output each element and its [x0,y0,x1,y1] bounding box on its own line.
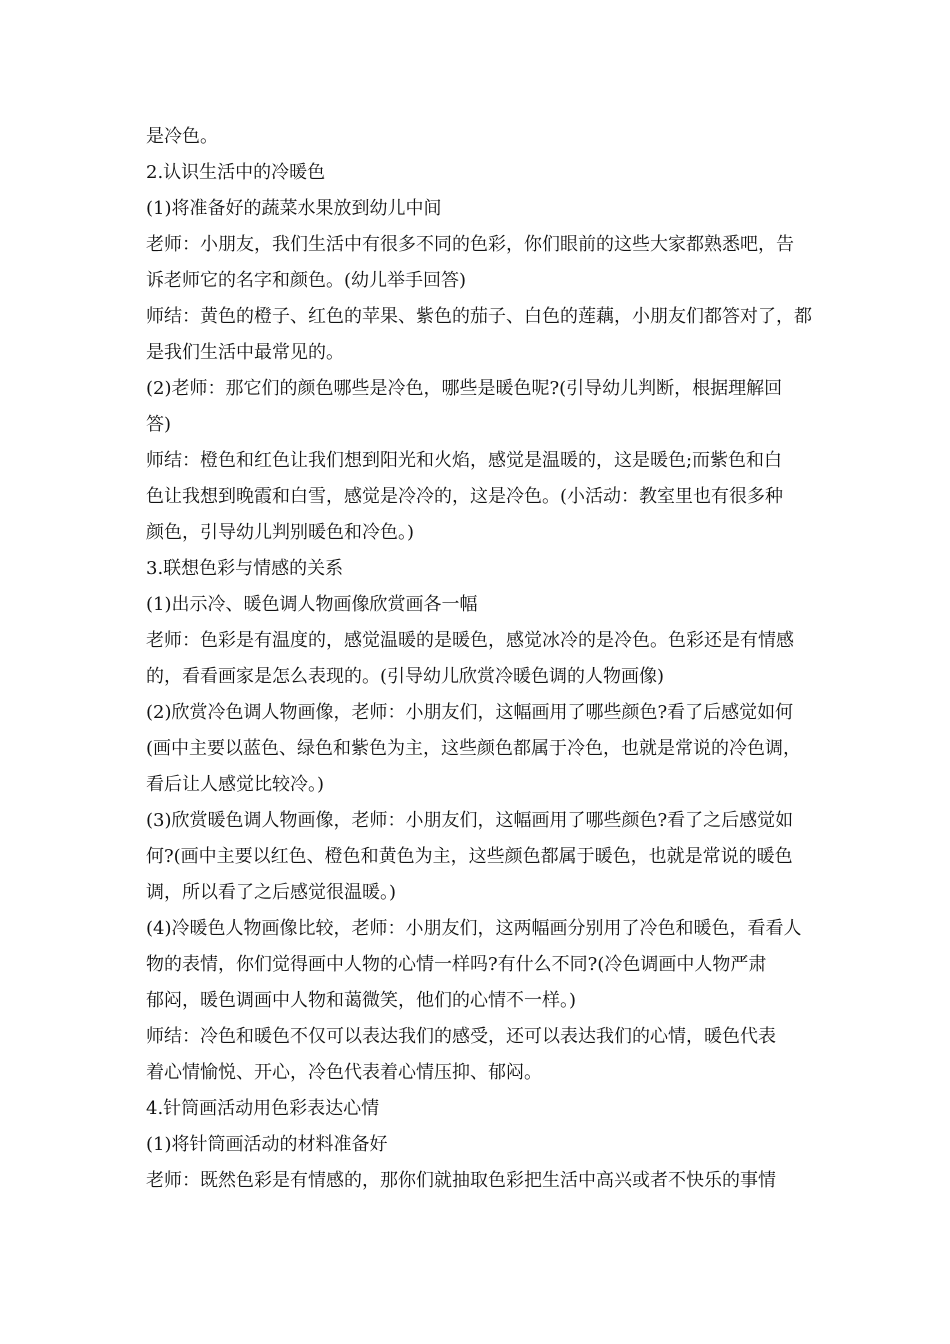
text-line: 看后让人感觉比较冷。) [146,774,325,795]
text-line: 师结：冷色和暖色不仅可以表达我们的感受，还可以表达我们的心情，暖色代表 [146,1026,776,1047]
text-line: 师结：黄色的橙子、红色的苹果、紫色的茄子、白色的莲藕，小朋友们都答对了，都 [146,306,812,327]
text-line: 的，看看画家是怎么表现的。(引导幼儿欣赏冷暖色调的人物画像) [146,666,665,687]
text-line: 老师：小朋友，我们生活中有很多不同的色彩，你们眼前的这些大家都熟悉吧，告 [146,234,794,255]
text-line: 郁闷，暖色调画中人物和蔼微笑，他们的心情不一样。) [146,990,577,1011]
text-line: 着心情愉悦、开心，冷色代表着心情压抑、郁闷。 [146,1062,542,1083]
text-line: 诉老师它的名字和颜色。(幼儿举手回答) [146,270,467,291]
document-body [146,119,818,1199]
text-line: (画中主要以蓝色、绿色和紫色为主，这些颜色都属于冷色，也就是常说的冷色调， [146,738,802,759]
text-line: (1)将准备好的蔬菜水果放到幼儿中间 [146,198,442,219]
section-heading: 2.认识生活中的冷暖色 [146,162,326,183]
text-line: (3)欣赏暖色调人物画像，老师：小朋友们，这幅画用了哪些颜色?看了之后感觉如 [146,810,794,831]
text-line: (1)将针筒画活动的材料准备好 [146,1134,388,1155]
text-line: 调，所以看了之后感觉很温暖。) [146,882,397,903]
text-line: 颜色，引导幼儿判别暖色和冷色。) [146,522,415,543]
section-heading: 3.联想色彩与情感的关系 [146,558,344,579]
text-line: 何?(画中主要以红色、橙色和黄色为主，这些颜色都属于暖色，也就是常说的暖色 [146,846,793,867]
text-line: (1)出示冷、暖色调人物画像欣赏画各一幅 [146,594,478,615]
text-line: 师结：橙色和红色让我们想到阳光和火焰，感觉是温暖的，这是暖色;而紫色和白 [146,450,783,471]
text-line: (2)老师：那它们的颜色哪些是冷色，哪些是暖色呢?(引导幼儿判断，根据理解回 [146,378,783,399]
text-line: 是冷色。 [146,126,218,147]
text-line: 答) [146,414,172,435]
text-line: 老师：色彩是有温度的，感觉温暖的是暖色，感觉冰冷的是冷色。色彩还是有情感 [146,630,794,651]
text-line: 老师：既然色彩是有情感的，那你们就抽取色彩把生活中高兴或者不快乐的事情 [146,1170,776,1191]
section-heading: 4.针筒画活动用色彩表达心情 [146,1098,380,1119]
text-line: 色让我想到晚霞和白雪，感觉是冷冷的，这是冷色。(小活动：教室里也有很多种 [146,486,784,507]
text-line: 物的表情，你们觉得画中人物的心情一样吗?有什么不同?(冷色调画中人物严肃 [146,954,767,975]
text-line: (2)欣赏冷色调人物画像，老师：小朋友们，这幅画用了哪些颜色?看了后感觉如何 [146,702,794,723]
text-line: (4)冷暖色人物画像比较，老师：小朋友们，这两幅画分别用了冷色和暖色，看看人 [146,918,802,939]
text-line: 是我们生活中最常见的。 [146,342,344,363]
